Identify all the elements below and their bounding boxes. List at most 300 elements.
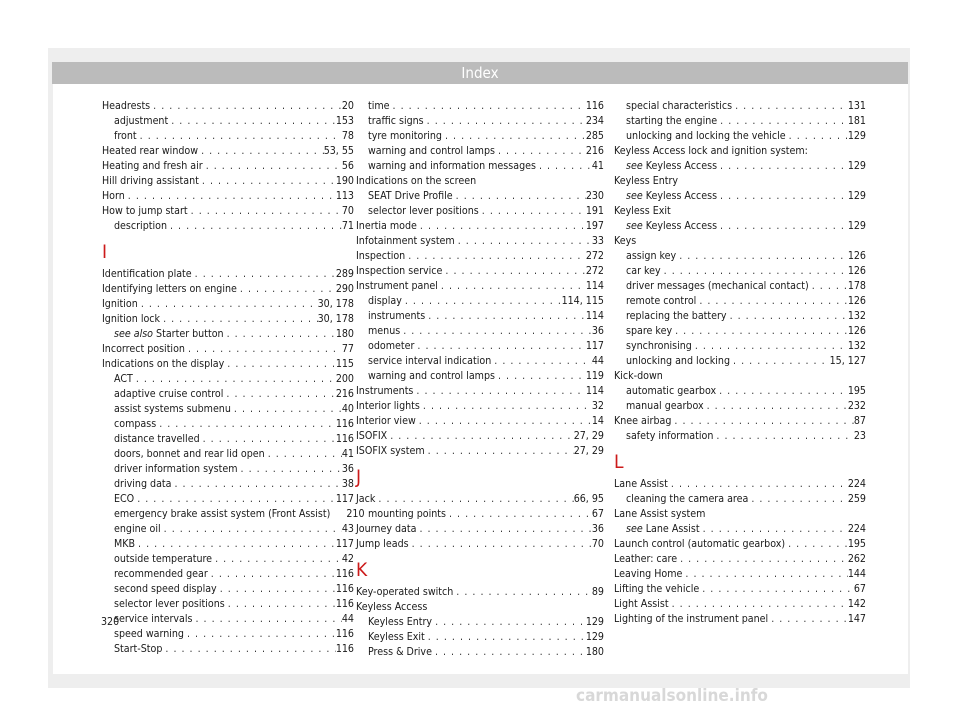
index-term: Horn	[102, 190, 125, 202]
index-term: Interior view	[356, 415, 416, 427]
page-reference: 114	[585, 280, 604, 292]
index-term: front	[114, 130, 137, 142]
see-reference: see	[626, 220, 643, 232]
dot-leader	[453, 585, 592, 600]
index-subentry	[356, 354, 604, 369]
index-term: ECO	[114, 493, 135, 505]
dot-leader	[135, 537, 336, 552]
dot-leader	[224, 357, 336, 372]
index-subentry	[614, 279, 866, 294]
dot-leader	[748, 492, 847, 507]
index-subentry	[102, 477, 354, 492]
index-subentry	[614, 492, 866, 507]
index-term: Heated rear window	[102, 145, 199, 157]
page-reference: 180	[585, 646, 604, 658]
dot-leader	[671, 414, 853, 429]
page-reference: 87	[853, 415, 866, 427]
index-term: Keys	[614, 235, 637, 247]
index-subentry	[102, 129, 354, 144]
index-entry	[356, 264, 604, 279]
index-term: tyre monitoring	[368, 130, 442, 142]
see-reference: see	[626, 190, 643, 202]
index-term: Keyless Access lock and ignition system:	[614, 145, 808, 157]
index-term: car key	[626, 265, 661, 277]
index-term: Incorrect position	[102, 343, 185, 355]
page-reference: 129	[847, 220, 866, 232]
index-subentry	[102, 402, 354, 417]
index-term: engine oil	[114, 523, 161, 535]
dot-leader	[212, 552, 342, 567]
page-reference: 44	[591, 355, 604, 367]
page-reference: 126	[847, 265, 866, 277]
index-entry	[614, 567, 866, 582]
page-reference: 180	[335, 328, 354, 340]
index-entry	[614, 507, 866, 522]
page-reference: 66, 95	[573, 493, 604, 505]
page-reference: 41	[341, 448, 354, 460]
index-subentry	[102, 552, 354, 567]
index-entry	[102, 297, 354, 312]
page-reference: 126	[847, 295, 866, 307]
dot-leader	[405, 249, 586, 264]
index-subentry	[356, 630, 604, 645]
dot-leader	[700, 522, 848, 537]
index-term: Lane Assist system	[614, 508, 706, 520]
page-reference: 114	[585, 310, 604, 322]
page-reference: 232	[847, 400, 866, 412]
index-term: Instrument panel	[356, 280, 438, 292]
page-reference: 129	[585, 616, 604, 628]
dot-leader	[717, 189, 848, 204]
page-reference: 36	[341, 463, 354, 475]
dot-leader	[134, 492, 336, 507]
page-reference: 129	[847, 160, 866, 172]
page-reference: 178	[847, 280, 866, 292]
index-term: synchronising	[626, 340, 692, 352]
dot-leader	[732, 99, 848, 114]
dot-leader	[400, 324, 592, 339]
dot-leader	[265, 447, 342, 462]
index-entry	[102, 342, 354, 357]
index-term: Lane Assist	[614, 478, 668, 490]
index-term: safety information	[626, 430, 714, 442]
index-term: Key-operated switch	[356, 586, 454, 598]
index-subentry	[356, 615, 604, 630]
page-reference: 142	[847, 598, 866, 610]
page-reference: 116	[335, 568, 354, 580]
page-reference: 224	[847, 523, 866, 535]
index-term: Heating and fresh air	[102, 160, 203, 172]
index-entry	[356, 219, 604, 234]
dot-leader	[425, 444, 574, 459]
page-reference: 70	[341, 205, 354, 217]
index-term: special characteristics	[626, 100, 733, 112]
index-section-letter: I	[102, 241, 108, 263]
index-entry	[102, 204, 354, 219]
page-reference: 41	[591, 160, 604, 172]
dot-leader	[446, 507, 592, 522]
index-subentry	[356, 114, 604, 129]
index-column-3	[614, 99, 866, 627]
page-reference: 33	[591, 235, 604, 247]
index-entry	[356, 585, 604, 600]
index-subentry	[614, 294, 866, 309]
index-term: remote control	[626, 295, 697, 307]
index-term: description	[114, 220, 167, 232]
index-term: SEAT Drive Profile	[368, 190, 453, 202]
index-term: doors, bonnet and rear lid open	[114, 448, 265, 460]
dot-leader	[160, 312, 318, 327]
dot-leader	[200, 432, 336, 447]
index-entry	[614, 144, 866, 159]
index-entry	[614, 414, 866, 429]
index-term: adjustment	[114, 115, 169, 127]
dot-leader	[442, 129, 586, 144]
index-term: Inspection	[356, 250, 406, 262]
dot-leader	[162, 642, 335, 657]
page-reference: 70	[591, 538, 604, 550]
dot-leader	[172, 477, 342, 492]
dot-leader	[137, 129, 342, 144]
dot-leader	[432, 645, 586, 660]
index-term: ISOFIX system	[356, 445, 425, 457]
index-term: instruments	[368, 310, 426, 322]
page-reference: 216	[335, 388, 354, 400]
index-subentry	[356, 99, 604, 114]
page-reference: 20	[341, 100, 354, 112]
index-subentry	[356, 189, 604, 204]
index-subentry	[102, 597, 354, 612]
page-reference: 216	[585, 145, 604, 157]
index-entry	[356, 414, 604, 429]
index-term: Keyless Exit	[368, 631, 425, 643]
page-reference: 195	[847, 538, 866, 550]
page-reference: 285	[585, 130, 604, 142]
index-entry	[614, 174, 866, 189]
index-subentry	[614, 189, 866, 204]
dot-leader	[402, 294, 562, 309]
index-term: Light Assist	[614, 598, 669, 610]
dot-leader	[491, 354, 592, 369]
dot-leader	[217, 582, 336, 597]
page-reference: 38	[341, 478, 354, 490]
index-term: driving data	[114, 478, 172, 490]
index-term: selector lever positions	[368, 205, 479, 217]
index-entry	[102, 282, 354, 297]
index-term: recommended gear	[114, 568, 208, 580]
index-entry	[102, 267, 354, 282]
index-term: unlocking and locking the vehicle	[626, 130, 786, 142]
see-reference: see	[626, 160, 643, 172]
index-entry	[356, 492, 604, 507]
page-reference: 36	[591, 523, 604, 535]
page-reference: 230	[585, 190, 604, 202]
page-reference: 36	[591, 325, 604, 337]
index-term: cleaning the camera area	[626, 493, 749, 505]
page-reference: 119	[585, 370, 604, 382]
page-reference: 67	[591, 508, 604, 520]
page-reference: 117	[585, 340, 604, 352]
index-entry	[614, 612, 866, 627]
page-reference: 234	[585, 115, 604, 127]
index-column-2	[356, 99, 604, 660]
index-term: driver messages (mechanical contact)	[626, 280, 809, 292]
index-term: traffic signs	[368, 115, 424, 127]
dot-leader	[432, 615, 586, 630]
index-entry	[356, 537, 604, 552]
page-reference: 116	[335, 583, 354, 595]
index-term: MKB	[114, 538, 136, 550]
index-term: Lighting of the instrument panel	[614, 613, 769, 625]
page-reference: 114	[585, 385, 604, 397]
index-subentry	[614, 249, 866, 264]
see-reference: see	[626, 523, 643, 535]
index-term: Knee airbag	[614, 415, 672, 427]
dot-leader	[387, 429, 574, 444]
index-subentry	[614, 522, 866, 537]
index-subentry	[102, 432, 354, 447]
dot-leader	[185, 342, 342, 357]
index-subentry	[102, 462, 354, 477]
page-reference: 116	[335, 628, 354, 640]
dot-leader	[125, 189, 336, 204]
index-subentry	[614, 324, 866, 339]
page-reference: 262	[847, 553, 866, 565]
index-subentry	[102, 567, 354, 582]
index-subentry	[356, 324, 604, 339]
index-term: ISOFIX	[356, 430, 388, 442]
index-subentry	[356, 294, 604, 309]
index-subentry	[102, 447, 354, 462]
dot-leader	[717, 159, 848, 174]
dot-leader	[420, 399, 592, 414]
dot-leader	[168, 114, 336, 129]
index-term: ACT	[114, 373, 133, 385]
page-reference: 191	[585, 205, 604, 217]
index-term: Jump leads	[356, 538, 409, 550]
page-reference: 129	[847, 190, 866, 202]
dot-leader	[161, 522, 342, 537]
page-reference: 30, 178	[317, 298, 354, 310]
index-term: Keyless Entry	[368, 616, 433, 628]
index-subentry	[102, 642, 354, 657]
page-reference: 190	[335, 175, 354, 187]
dot-leader	[699, 582, 854, 597]
dot-leader	[668, 477, 848, 492]
dot-leader	[156, 417, 336, 432]
index-subentry	[614, 354, 866, 369]
dot-leader	[785, 537, 848, 552]
index-entry	[356, 384, 604, 399]
dot-leader	[390, 99, 586, 114]
index-entry	[614, 204, 866, 219]
dot-leader	[716, 384, 848, 399]
dot-leader	[138, 297, 318, 312]
page-reference: 132	[847, 340, 866, 352]
dot-leader	[223, 387, 335, 402]
page-reference: 23	[853, 430, 866, 442]
index-subentry	[102, 492, 354, 507]
page-reference: 181	[847, 115, 866, 127]
dot-leader	[442, 264, 585, 279]
dot-leader	[225, 597, 336, 612]
index-entry	[614, 582, 866, 597]
index-entry	[356, 234, 604, 249]
page-reference: 15, 127	[829, 355, 866, 367]
index-term: Lifting the vehicle	[614, 583, 700, 595]
index-entry	[356, 429, 604, 444]
index-term: Keyless Exit	[614, 205, 671, 217]
index-term: odometer	[368, 340, 415, 352]
page-reference: 129	[847, 130, 866, 142]
watermark: carmanualsonline.info	[576, 686, 768, 706]
page-reference: 116	[335, 598, 354, 610]
page-reference: 89	[591, 586, 604, 598]
index-entry	[614, 597, 866, 612]
index-subentry	[614, 114, 866, 129]
dot-leader	[414, 339, 585, 354]
index-term: service interval indication	[368, 355, 492, 367]
page-reference: 115	[335, 358, 354, 370]
page-reference: 42	[341, 553, 354, 565]
index-subentry	[102, 387, 354, 402]
page-reference: 114, 115	[561, 295, 604, 307]
index-subentry	[102, 114, 354, 129]
see-reference: see also	[114, 328, 154, 340]
index-subentry	[614, 384, 866, 399]
index-term: Keyless Access	[356, 601, 428, 613]
index-term: Keyless Access	[645, 190, 718, 202]
index-term: display	[368, 295, 402, 307]
dot-leader	[413, 384, 585, 399]
page-reference: 117	[335, 493, 354, 505]
dot-leader	[238, 462, 342, 477]
page-reference: 40	[341, 403, 354, 415]
dot-leader	[133, 372, 336, 387]
dot-leader	[188, 204, 342, 219]
dot-leader	[727, 309, 848, 324]
index-term: distance travelled	[114, 433, 200, 445]
dot-leader	[203, 159, 342, 174]
index-subentry	[356, 309, 604, 324]
index-subentry	[356, 204, 604, 219]
index-term: adaptive cruise control	[114, 388, 224, 400]
index-term: warning and control lamps	[368, 145, 495, 157]
page-reference: 116	[335, 643, 354, 655]
dot-leader	[696, 294, 848, 309]
dot-leader	[416, 414, 592, 429]
dot-leader	[425, 630, 586, 645]
dot-leader	[676, 249, 848, 264]
dot-leader	[677, 552, 848, 567]
dot-leader	[199, 174, 336, 189]
dot-leader	[768, 612, 848, 627]
dot-leader	[192, 612, 341, 627]
page-reference: 289	[335, 268, 354, 280]
page-reference: 132	[847, 310, 866, 322]
index-term: assist systems submenu	[114, 403, 231, 415]
index-term: mounting points	[368, 508, 446, 520]
index-subentry	[356, 645, 604, 660]
index-term: Identification plate	[102, 268, 192, 280]
dot-leader	[682, 567, 847, 582]
dot-leader	[717, 114, 848, 129]
index-subentry	[102, 417, 354, 432]
page-reference: 53, 55	[323, 145, 354, 157]
page-reference: 144	[847, 568, 866, 580]
index-term: Inertia mode	[356, 220, 417, 232]
index-term: Hill driving assistant	[102, 175, 199, 187]
index-entry	[102, 312, 354, 327]
index-term: Keyless Access	[645, 160, 718, 172]
index-term: driver information system	[114, 463, 238, 475]
page-reference: 210	[346, 508, 365, 520]
index-subentry	[102, 372, 354, 387]
page-reference: 272	[585, 265, 604, 277]
dot-leader	[208, 567, 336, 582]
dot-leader	[453, 189, 586, 204]
dot-leader	[786, 129, 848, 144]
index-term: How to jump start	[102, 205, 188, 217]
index-entry	[614, 369, 866, 384]
page-reference: 67	[853, 583, 866, 595]
index-subentry	[614, 219, 866, 234]
dot-leader	[495, 144, 586, 159]
dot-leader	[167, 219, 342, 234]
dot-leader	[425, 309, 586, 324]
index-subentry	[102, 612, 354, 627]
index-term: time	[368, 100, 390, 112]
index-column-1	[102, 99, 365, 657]
index-entry	[356, 249, 604, 264]
index-subentry	[102, 522, 354, 537]
index-term: Kick-down	[614, 370, 663, 382]
index-term: Indications on the display	[102, 358, 225, 370]
page-reference: 126	[847, 325, 866, 337]
index-term: Leather: care	[614, 553, 678, 565]
page-reference: 32	[591, 400, 604, 412]
index-term: warning and control lamps	[368, 370, 495, 382]
index-term: second speed display	[114, 583, 217, 595]
dot-leader	[479, 204, 586, 219]
dot-leader	[713, 429, 853, 444]
dot-leader	[184, 627, 336, 642]
index-subentry	[614, 159, 866, 174]
index-term: Launch control (automatic gearbox)	[614, 538, 786, 550]
page-reference: 200	[335, 373, 354, 385]
index-subentry	[102, 582, 354, 597]
index-term: outside temperature	[114, 553, 213, 565]
index-term: automatic gearbox	[626, 385, 717, 397]
page-reference: 77	[341, 343, 354, 355]
index-subentry	[356, 369, 604, 384]
index-entry	[102, 174, 354, 189]
dot-leader	[704, 399, 848, 414]
index-term: Headrests	[102, 100, 151, 112]
dot-leader	[672, 324, 848, 339]
dot-leader	[224, 327, 336, 342]
index-term: Press & Drive	[368, 646, 432, 658]
index-entry	[102, 357, 354, 372]
index-subentry	[102, 507, 365, 522]
page-reference: 117	[335, 538, 354, 550]
page-reference: 43	[341, 523, 354, 535]
index-subentry	[614, 264, 866, 279]
dot-leader	[198, 144, 324, 159]
index-subentry	[614, 339, 866, 354]
index-term: Jack	[356, 493, 376, 505]
index-term: starting the engine	[626, 115, 718, 127]
